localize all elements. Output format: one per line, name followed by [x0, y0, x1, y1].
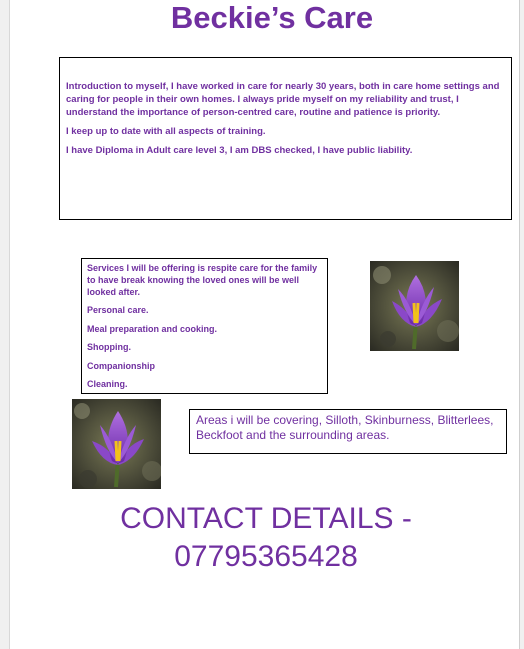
crocus-flower-photo [72, 399, 161, 489]
contact-details [80, 500, 452, 576]
service-item: Personal care. [87, 305, 149, 315]
contact-phone: 07795365428 [174, 540, 358, 573]
qualifications-paragraph: I have Diploma in Adult care level 3, I am DBS checked, I have public liability. [66, 145, 413, 156]
crocus-flower-photo [370, 261, 459, 351]
services-intro: Services I will be offering is respite care for the family to have break knowing the loved ones will be well looked after. [87, 263, 318, 297]
areas-text-box [189, 409, 507, 454]
page-title: Beckie’s Care [170, 0, 374, 35]
areas-covered-text: Areas i will be covering, Silloth, Skinburness, Blitterlees, Beckfoot and the surrounding areas. [196, 413, 494, 442]
contact-heading: CONTACT DETAILS - [120, 502, 412, 535]
training-paragraph: I keep up to date with all aspects of training. [66, 126, 266, 137]
intro-paragraph: Introduction to myself, I have worked in care for nearly 30 years, both in care home settings and caring for people in their own homes. I always pride myself on my reliability and trust, I understand the importance of person-centred care, routine and patience is priority. [66, 81, 500, 118]
service-item: Meal preparation and cooking. [87, 323, 218, 334]
service-item: Shopping. [87, 342, 131, 352]
services-text-box [81, 258, 328, 394]
scrollbar[interactable] [519, 0, 524, 649]
service-item: Cleaning. [87, 379, 128, 389]
service-item: Companionship [87, 360, 155, 371]
intro-text-box [59, 57, 512, 220]
page-margin-left [0, 0, 10, 649]
